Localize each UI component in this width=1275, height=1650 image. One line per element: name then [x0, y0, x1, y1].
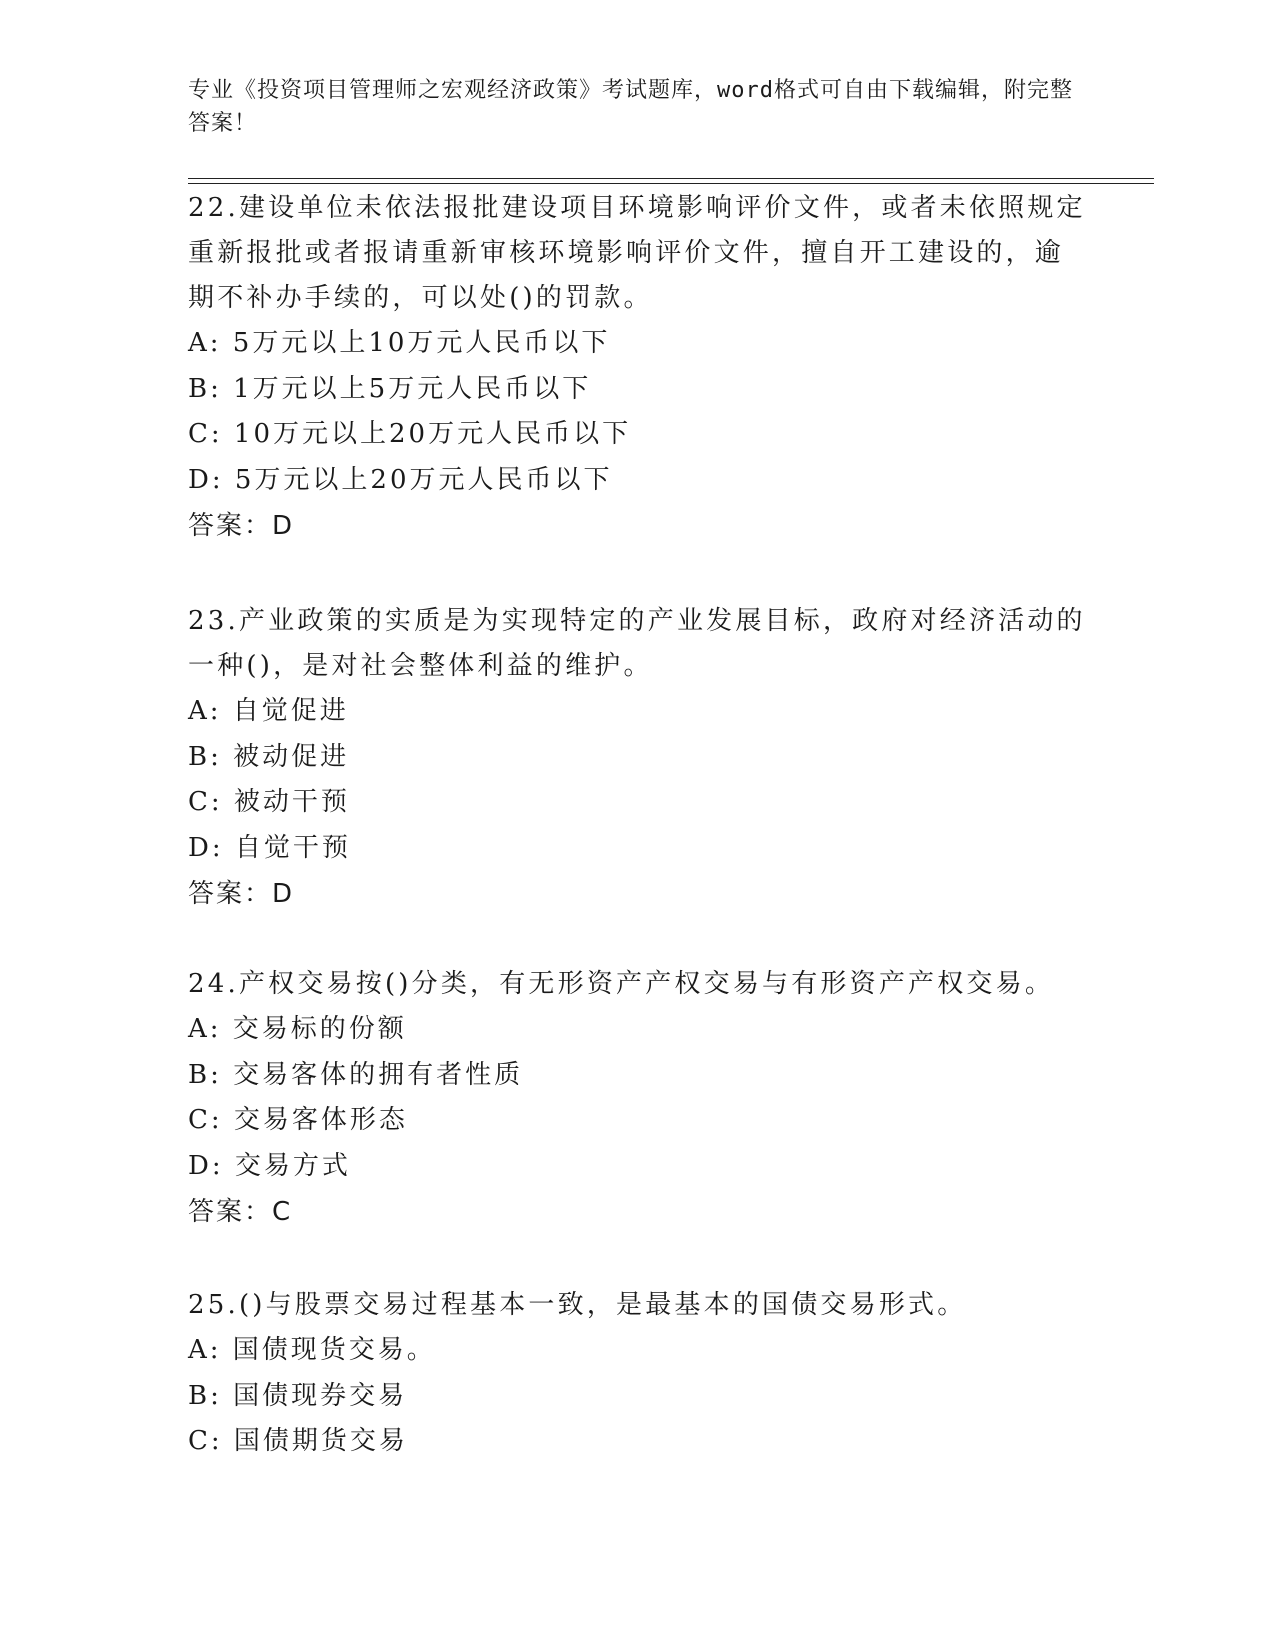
option-c: C: 被动干预: [188, 787, 350, 817]
question-text: 25.()与股票交易过程基本一致，是最基本的国债交易形式。: [188, 1290, 967, 1320]
option-b: B: 1万元以上5万元人民币以下: [188, 373, 592, 404]
question-22: [188, 186, 1088, 549]
option-b: B: 交易客体的拥有者性质: [188, 1059, 524, 1090]
option-a: A: 国债现货交易。: [188, 1335, 436, 1365]
option-b: B: 国债现券交易: [188, 1380, 408, 1411]
option-b: B: 被动促进: [188, 741, 350, 772]
option-a: A: 交易标的份额: [188, 1014, 407, 1044]
answer-line: 答案：C: [188, 1197, 293, 1227]
option-d: D: 自觉干预: [188, 832, 351, 863]
question-23: [188, 599, 1088, 917]
header-divider-top: [188, 178, 1154, 179]
question-24: [188, 962, 1088, 1235]
option-a: A: 5万元以上10万元人民币以下: [188, 328, 611, 358]
answer-line: 答案：D: [188, 511, 295, 541]
option-d: D: 5万元以上20万元人民币以下: [188, 464, 613, 495]
option-d: D: 交易方式: [188, 1150, 351, 1181]
option-c: C: 10万元以上20万元人民币以下: [188, 419, 632, 449]
header-divider-bottom: [188, 183, 1154, 184]
question-text: 23.产业政策的实质是为实现特定的产业发展目标，政府对经济活动的一种()，是对社会整体利益的维护。: [188, 606, 1086, 681]
question-text: 22.建设单位未依法报批建设项目环境影响评价文件，或者未依照规定重新报批或者报请重新审核环境影响评价文件，擅自开工建设的，逾期不补办手续的，可以处()的罚款。: [188, 193, 1086, 313]
option-a: A: 自觉促进: [188, 696, 349, 726]
question-25: [188, 1283, 1088, 1465]
answer-line: 答案：D: [188, 879, 295, 909]
question-text: 24.产权交易按()分类，有无形资产产权交易与有形资产产权交易。: [188, 969, 1055, 999]
option-c: C: 国债期货交易: [188, 1426, 408, 1456]
document-header: 专业《投资项目管理师之宏观经济政策》考试题库，word格式可自由下载编辑，附完整答案！: [188, 78, 1073, 136]
option-c: C: 交易客体形态: [188, 1105, 408, 1135]
